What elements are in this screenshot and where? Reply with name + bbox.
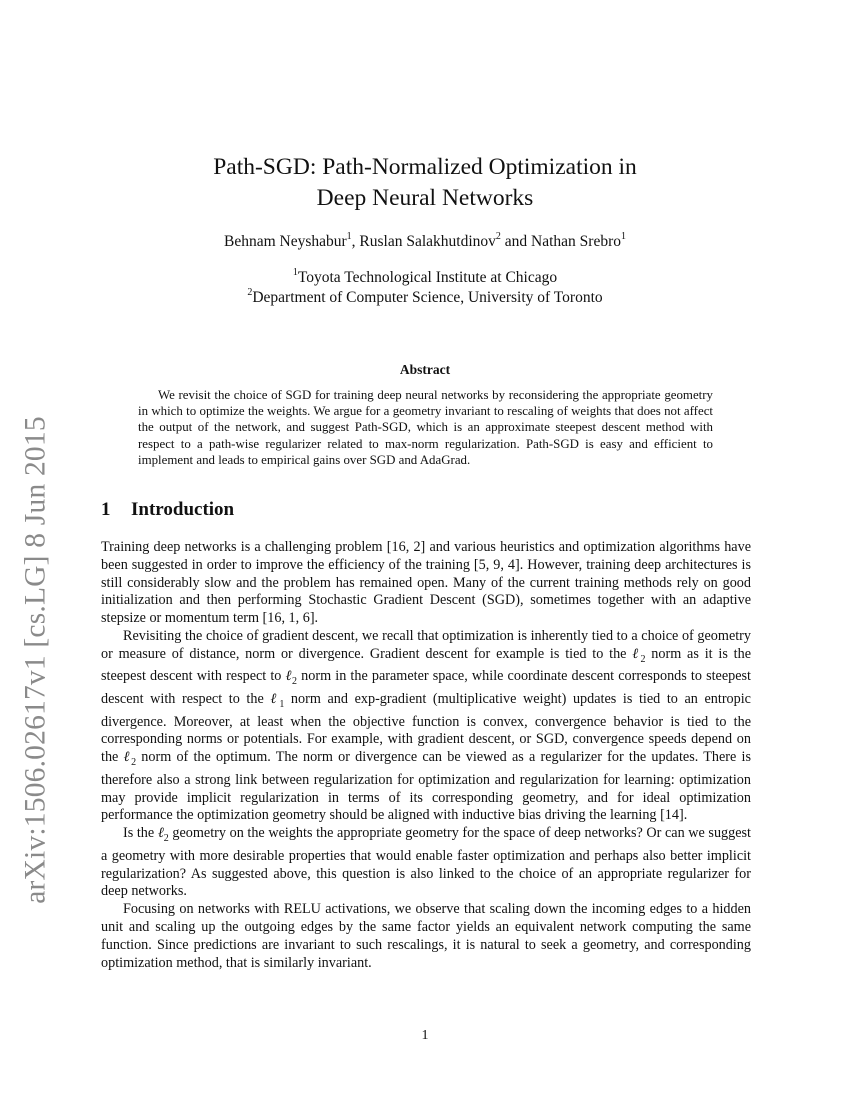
author-affiliation-mark: 1 bbox=[346, 230, 352, 242]
paragraph-text: norm in the parameter space, while coordinate descent corresponds to steepest descent with respect to the bbox=[101, 668, 751, 708]
title-line-2: Deep Neural Networks bbox=[316, 185, 534, 211]
affiliation-text: Department of Computer Science, University of Toronto bbox=[252, 289, 603, 306]
paragraph-text: norm as it is the steepest descent with respect to bbox=[101, 645, 751, 685]
abstract-body: We revisit the choice of SGD for training deep neural networks by reconsidering the appropriate geometry in which to optimize the weights. We argue for a geometry invariant to rescaling of weights that does not affect the output of the network, and suggest Path-SGD, which is an approximate steepest descent method with respect to a path-wise regularizer related to max-norm regularization. Path-SGD is easy and efficient to implement and leads to empirical gains over SGD and AdaGrad. bbox=[138, 388, 713, 467]
paper-title bbox=[0, 152, 850, 214]
paragraph-text: Revisiting the choice of gradient descent, we recall that optimization is inherently tied to a choice of geometry or measure of distance, norm or divergence. Gradient descent for example is tied to the bbox=[101, 627, 751, 662]
title-line-1: Path-SGD: Path-Normalized Optimization in bbox=[213, 154, 637, 180]
section-number: 1 bbox=[101, 499, 111, 520]
page-number: 1 bbox=[421, 1028, 429, 1043]
affiliation-line bbox=[0, 288, 850, 308]
math-l2-norm: ℓ$_2$ bbox=[285, 668, 298, 688]
affiliation-mark: 2 bbox=[247, 286, 253, 298]
paragraph-text: geometry on the weights the appropriate geometry for the space of deep networks? Or can we suggest a geometry with more desirable properties that would enable faster optimization and perhaps also better implicit regularization? As suggested above, this question is also linked to the choice of an appropriate regularizer for deep networks. bbox=[101, 825, 751, 900]
author-affiliation-mark: 2 bbox=[495, 230, 501, 242]
paragraph: Training deep networks is a challenging problem [16, 2] and various heuristics and optimization algorithms have been suggested in order to improve the efficiency of the training [5, 9, 4]. However, training deep architectures is still considerably slow and the problem has remained open. Many of the current training methods rely on good initialization and then performing Stochastic Gradient Descent (SGD), sometimes together with an adaptive stepsize or momentum term [16, 1, 6]. bbox=[101, 539, 751, 627]
author-name: Nathan Srebro bbox=[531, 233, 622, 250]
paragraph-text: norm and exp-gradient (multiplicative weight) updates is tied to an entropic divergence. Moreover, at least when the objective function is convex, convergence behavior is tied to the corresponding norms or potentials. For example, with gradient descent, or SGD, convergence speeds depend on the bbox=[101, 691, 751, 766]
paragraph bbox=[101, 825, 751, 901]
author-list bbox=[0, 232, 850, 252]
paragraph-text: norm of the optimum. The norm or divergence can be viewed as a regularizer for the updates. There is therefore also a strong link between regularization for optimization and regularization for learning: optimization may provide implicit regularization in terms of its corresponding geometry, and for ideal optimization performance the optimization geometry should be aligned with inductive bias driving the learning [14]. bbox=[101, 749, 751, 824]
section-title: Introduction bbox=[131, 499, 235, 520]
affiliation-list bbox=[0, 268, 850, 308]
author-affiliation-mark: 1 bbox=[621, 230, 627, 242]
math-l2-norm: ℓ$_2$ bbox=[632, 645, 646, 665]
paragraph-text: Is the bbox=[123, 825, 158, 842]
math-l2-norm: ℓ$_2$ bbox=[123, 749, 137, 769]
math-l2-norm: ℓ$_2$ bbox=[157, 825, 169, 845]
body-text bbox=[101, 539, 751, 972]
affiliation-line bbox=[0, 268, 850, 288]
arxiv-identifier: arXiv:1506.02617v1 [cs.LG] 8 Jun 2015 bbox=[19, 416, 52, 904]
paragraph: Focusing on networks with RELU activations, we observe that scaling down the incoming edges to a hidden unit and scaling up the outgoing edges by the same factor yields an equivalent network computing the same function. Since predictions are invariant to such rescalings, it is natural to seek a geometry, and corresponding optimization method, that is similarly invariant. bbox=[101, 901, 751, 971]
abstract-heading: Abstract bbox=[399, 362, 451, 377]
author-name: Ruslan Salakhutdinov bbox=[359, 233, 496, 250]
affiliation-mark: 1 bbox=[292, 266, 298, 278]
author-separator: , bbox=[351, 233, 360, 250]
math-l1-norm: ℓ$_1$ bbox=[270, 691, 285, 710]
section-heading bbox=[101, 499, 234, 521]
author-name: Behnam Neyshabur bbox=[223, 233, 347, 250]
affiliation-text: Toyota Technological Institute at Chicago bbox=[297, 269, 558, 286]
paragraph bbox=[101, 628, 751, 825]
author-separator: and bbox=[500, 233, 532, 250]
